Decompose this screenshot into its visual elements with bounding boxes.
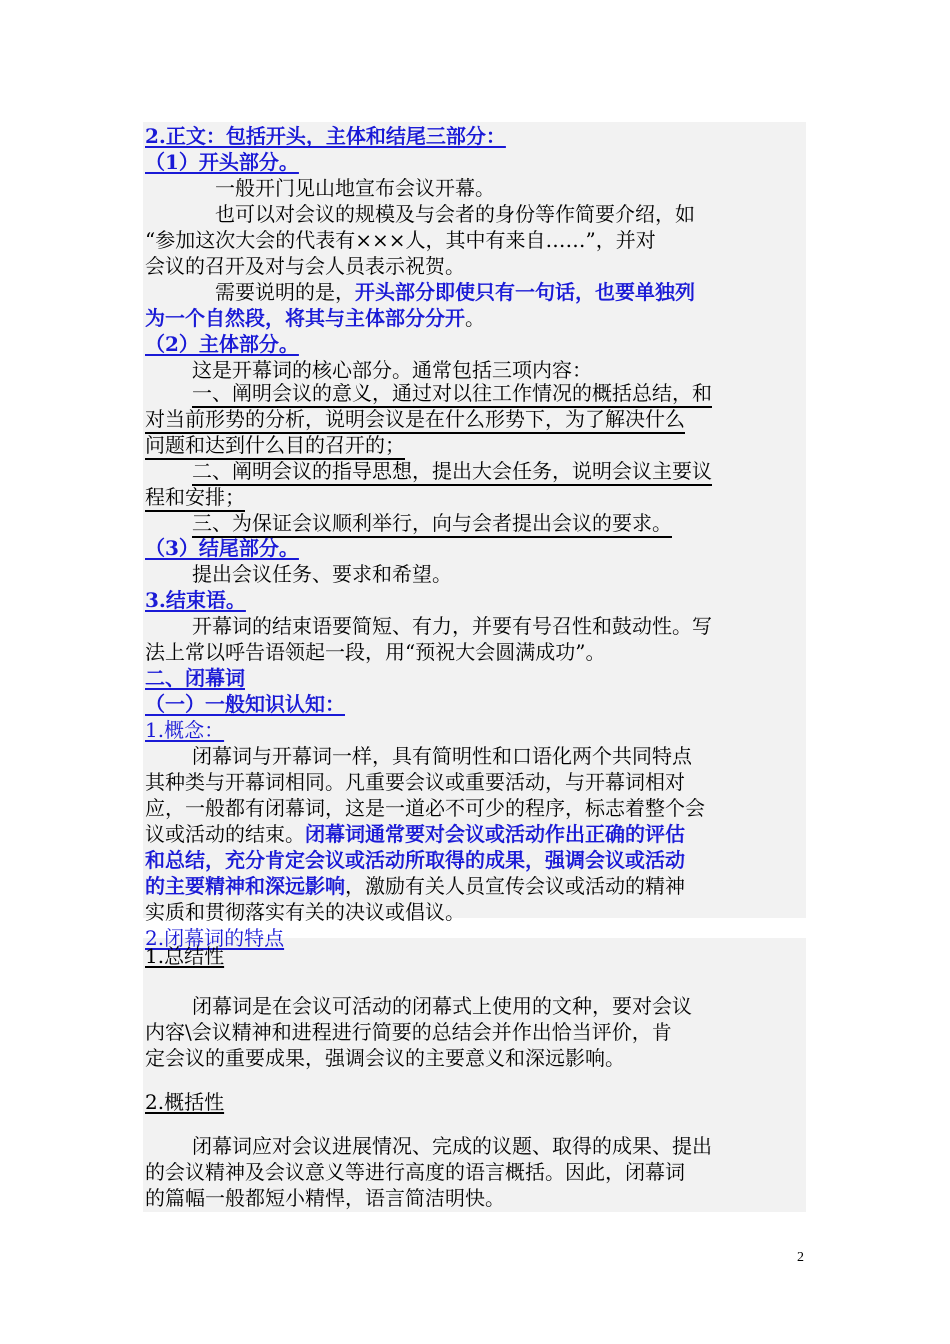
concept-line-4-emphasis: 闭幕词通常要对会议或活动作出正确的评估: [305, 822, 685, 846]
main-item2-line-1: 二、阐明会议的指导思想，提出大会任务，说明会议主要议: [192, 459, 712, 486]
main-item2-line-2: 程和安排；: [145, 485, 245, 512]
opening-note-line-2: [145, 306, 485, 331]
concept-line-4-lead: 议或活动的结束。: [145, 822, 305, 846]
opening-paragraph-2-line-1: 也可以对会议的规模及与会者的身份等作简要介绍，如: [215, 202, 695, 226]
general-heading: （一）一般知识认知：: [145, 692, 345, 716]
opening-note-end: 。: [465, 306, 485, 330]
concept-line-6: [145, 874, 685, 899]
closing-line-2: 法上常以呼告语领起一段，用“预祝大会圆满成功”。: [145, 640, 606, 664]
closing-line-1: 开幕词的结束语要简短、有力，并要有号召性和鼓动性。写: [192, 614, 712, 638]
opening-heading: （1）开头部分。: [145, 150, 299, 174]
opening-paragraph-1: 一般开门见山地宣布会议开幕。: [215, 176, 495, 200]
feature-2-line-2: 的会议精神及会议意义等进行高度的语言概括。因此，闭幕词: [145, 1160, 685, 1184]
concept-line-1: 闭幕词与开幕词一样，具有简明性和口语化两个共同特点: [192, 744, 692, 768]
concept-line-4: [145, 822, 685, 847]
feature-1-heading: 1.总结性: [145, 944, 225, 968]
main-item3: 三、为保证会议顺利举行，向与会者提出会议的要求。: [192, 511, 672, 538]
main-item1-line-2: 对当前形势的分析，说明会议是在什么形势下，为了解决什么: [145, 407, 685, 434]
opening-paragraph-2-line-3: 会议的召开及对与会人员表示祝贺。: [145, 254, 465, 278]
closing-heading: 3.结束语。: [145, 588, 246, 612]
feature-1-line-3: 定会议的重要成果，强调会议的主要意义和深远影响。: [145, 1046, 625, 1070]
feature-2-line-1: 闭幕词应对会议进展情况、完成的议题、取得的成果、提出: [192, 1134, 712, 1158]
main-item1-line-3: 问题和达到什么目的召开的；: [145, 433, 405, 460]
concept-line-7: 实质和贯彻落实有关的决议或倡议。: [145, 900, 465, 924]
features-heading: 2.闭幕词的特点: [145, 926, 285, 950]
feature-1-line-1: 闭幕词是在会议可活动的闭幕式上使用的文种，要对会议: [192, 994, 692, 1018]
opening-note-emphasis-2: 为一个自然段，将其与主体部分分开: [145, 306, 465, 330]
feature-1-line-2: 内容\会议精神和进程进行简要的总结会并作出恰当评价，肯: [145, 1020, 672, 1044]
opening-note-line-1: [215, 280, 695, 305]
main-intro: 这是开幕词的核心部分。通常包括三项内容：: [192, 358, 592, 382]
main-item1-line-1: 一、阐明会议的意义，通过对以往工作情况的概括总结，和: [192, 381, 712, 408]
part2-heading: 二、闭幕词: [145, 666, 245, 690]
main-heading: （2）主体部分。: [145, 332, 299, 356]
body-heading: 2.正文：包括开头，主体和结尾三部分：: [145, 124, 506, 148]
concept-line-6-rest: ，激励有关人员宣传会议或活动的精神: [345, 874, 685, 898]
concept-line-3: 应，一般都有闭幕词，这是一道必不可少的程序，标志着整个会: [145, 796, 705, 820]
ending-paragraph: 提出会议任务、要求和希望。: [192, 562, 452, 586]
opening-note-emphasis: 开头部分即使只有一句话，也要单独列: [355, 280, 695, 304]
concept-heading: 1.概念：: [145, 718, 225, 742]
concept-line-2: 其种类与开幕词相同。凡重要会议或重要活动，与开幕词相对: [145, 770, 685, 794]
page-number: 2: [797, 1250, 804, 1265]
concept-line-5: 和总结，充分肯定会议或活动所取得的成果，强调会议或活动: [145, 848, 685, 872]
opening-paragraph-2-line-2: “参加这次大会的代表有×××人，其中有来自……”，并对: [145, 228, 656, 252]
concept-line-6-emphasis: 的主要精神和深远影响: [145, 874, 345, 898]
feature-2-line-3: 的篇幅一般都短小精悍，语言简洁明快。: [145, 1186, 505, 1210]
feature-2-heading: 2.概括性: [145, 1090, 225, 1114]
ending-heading: （3）结尾部分。: [145, 536, 299, 560]
opening-note-lead: 需要说明的是，: [215, 280, 355, 304]
